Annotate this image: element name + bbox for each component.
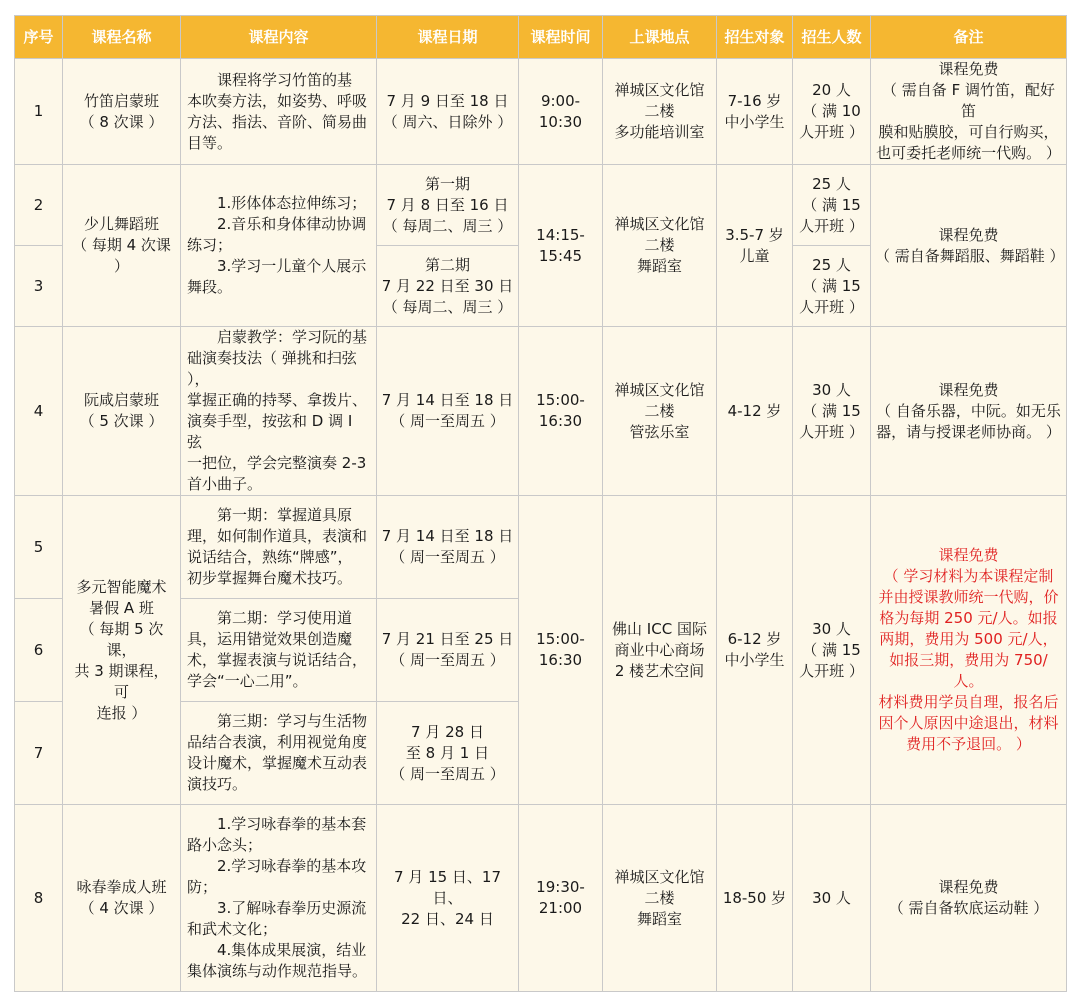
- row-number: 6: [15, 599, 63, 702]
- course-content-cell: 第三期：学习与生活物 品结合表演，利用视觉角度 设计魔术，掌握魔术互动表 演技巧。: [181, 702, 377, 805]
- header-cell: 课程日期: [377, 16, 519, 59]
- table-row: [15, 805, 1067, 992]
- location-cell: 禅城区文化馆 二楼 舞蹈室: [603, 165, 717, 327]
- quota-cell: 30 人 （ 满 15 人开班 ）: [793, 496, 871, 805]
- row-number: 3: [15, 246, 63, 327]
- target-cell: 7-16 岁 中小学生: [717, 59, 793, 165]
- quota-cell: 25 人 （ 满 15 人开班 ）: [793, 165, 871, 246]
- course-name-cell: 阮咸启蒙班 （ 5 次课 ）: [63, 327, 181, 496]
- target-cell: 4-12 岁: [717, 327, 793, 496]
- header-row: [15, 16, 1067, 59]
- quota-cell: 30 人 （ 满 15 人开班 ）: [793, 327, 871, 496]
- note-cell: 课程免费 （ 需自备 F 调竹笛，配好笛 膜和贴膜胶，可自行购买， 也可委托老师统一代购。 ）: [871, 59, 1067, 165]
- note-cell: 课程免费 （ 自备乐器，中阮。如无乐 器，请与授课老师协商。 ）: [871, 327, 1067, 496]
- course-date-cell: 7 月 9 日至 18 日 （ 周六、日除外 ）: [377, 59, 519, 165]
- quota-cell: 30 人: [793, 805, 871, 992]
- target-cell: 3.5-7 岁 儿童: [717, 165, 793, 327]
- location-cell: 禅城区文化馆 二楼 管弦乐室: [603, 327, 717, 496]
- course-content-cell: 课程将学习竹笛的基 本吹奏方法，如姿势、呼吸 方法、指法、音阶、简易曲 目等。: [181, 59, 377, 165]
- course-date-cell: 7 月 21 日至 25 日 （ 周一至周五 ）: [377, 599, 519, 702]
- course-date-cell: 7 月 14 日至 18 日 （ 周一至周五 ）: [377, 327, 519, 496]
- row-number: 7: [15, 702, 63, 805]
- course-name-cell: 多元智能魔术 暑假 A 班 （ 每期 5 次课， 共 3 期课程，可 连报 ）: [63, 496, 181, 805]
- course-time-cell: 14:15- 15:45: [519, 165, 603, 327]
- row-number: 2: [15, 165, 63, 246]
- location-cell: 佛山 ICC 国际 商业中心商场 2 楼艺术空间: [603, 496, 717, 805]
- row-number: 1: [15, 59, 63, 165]
- table-row: [15, 165, 1067, 246]
- course-date-cell: 7 月 14 日至 18 日 （ 周一至周五 ）: [377, 496, 519, 599]
- table-row: [15, 327, 1067, 496]
- note-cell: 课程免费 （ 需自备软底运动鞋 ）: [871, 805, 1067, 992]
- course-content-cell: 1.形体体态拉伸练习； 2.音乐和身体律动协调 练习； 3.学习一儿童个人展示 舞段。: [181, 165, 377, 327]
- course-content-cell: 第二期：学习使用道 具，运用错觉效果创造魔 术，掌握表演与说话结合， 学会“一心二用”。: [181, 599, 377, 702]
- course-date-cell: 7 月 15 日、17 日、 22 日、24 日: [377, 805, 519, 992]
- note-cell: 课程免费 （ 学习材料为本课程定制 并由授课教师统一代购，价 格为每期 250 元/人。如报 两期，费用为 500 元/人， 如报三期，费用为 750/人。 材料费用学员自理，报名后 因个人原因中途退出，材料 费用不予退回。 ）: [871, 496, 1067, 805]
- quota-cell: 25 人 （ 满 15 人开班 ）: [793, 246, 871, 327]
- header-cell: 招生人数: [793, 16, 871, 59]
- course-date-cell: 7 月 28 日 至 8 月 1 日 （ 周一至周五 ）: [377, 702, 519, 805]
- quota-cell: 20 人 （ 满 10 人开班 ）: [793, 59, 871, 165]
- course-table-container: [14, 15, 1067, 992]
- row-number: 8: [15, 805, 63, 992]
- course-schedule-table: [14, 15, 1067, 992]
- course-time-cell: 19:30- 21:00: [519, 805, 603, 992]
- course-time-cell: 15:00- 16:30: [519, 327, 603, 496]
- course-time-cell: 9:00- 10:30: [519, 59, 603, 165]
- course-date-cell: 第二期 7 月 22 日至 30 日 （ 每周二、周三 ）: [377, 246, 519, 327]
- header-cell: 课程时间: [519, 16, 603, 59]
- header-cell: 上课地点: [603, 16, 717, 59]
- course-content-cell: 1.学习咏春拳的基本套 路小念头； 2.学习咏春拳的基本攻 防； 3.了解咏春拳历史源流 和武术文化； 4.集体成果展演，结业 集体演练与动作规范指导。: [181, 805, 377, 992]
- course-name-cell: 咏春拳成人班 （ 4 次课 ）: [63, 805, 181, 992]
- course-name-cell: 竹笛启蒙班 （ 8 次课 ）: [63, 59, 181, 165]
- course-time-cell: 15:00- 16:30: [519, 496, 603, 805]
- header-cell: 招生对象: [717, 16, 793, 59]
- course-content-cell: 第一期：掌握道具原 理，如何制作道具，表演和 说话结合，熟练“牌感”， 初步掌握舞台魔术技巧。: [181, 496, 377, 599]
- target-cell: 18-50 岁: [717, 805, 793, 992]
- header-cell: 课程名称: [63, 16, 181, 59]
- course-name-cell: 少儿舞蹈班 （ 每期 4 次课 ）: [63, 165, 181, 327]
- row-number: 5: [15, 496, 63, 599]
- table-row: [15, 496, 1067, 599]
- header-cell: 序号: [15, 16, 63, 59]
- target-cell: 6-12 岁 中小学生: [717, 496, 793, 805]
- note-cell: 课程免费 （ 需自备舞蹈服、舞蹈鞋 ）: [871, 165, 1067, 327]
- course-content-cell: 启蒙教学：学习阮的基 础演奏技法（ 弹挑和扫弦 ）， 掌握正确的持琴、拿拨片、 演奏手型，按弦和 D 调 I 弦 一把位，学会完整演奏 2-3 首小曲子。: [181, 327, 377, 496]
- header-cell: 课程内容: [181, 16, 377, 59]
- row-number: 4: [15, 327, 63, 496]
- location-cell: 禅城区文化馆 二楼 多功能培训室: [603, 59, 717, 165]
- header-cell: 备注: [871, 16, 1067, 59]
- course-date-cell: 第一期 7 月 8 日至 16 日 （ 每周二、周三 ）: [377, 165, 519, 246]
- table-row: [15, 59, 1067, 165]
- location-cell: 禅城区文化馆 二楼 舞蹈室: [603, 805, 717, 992]
